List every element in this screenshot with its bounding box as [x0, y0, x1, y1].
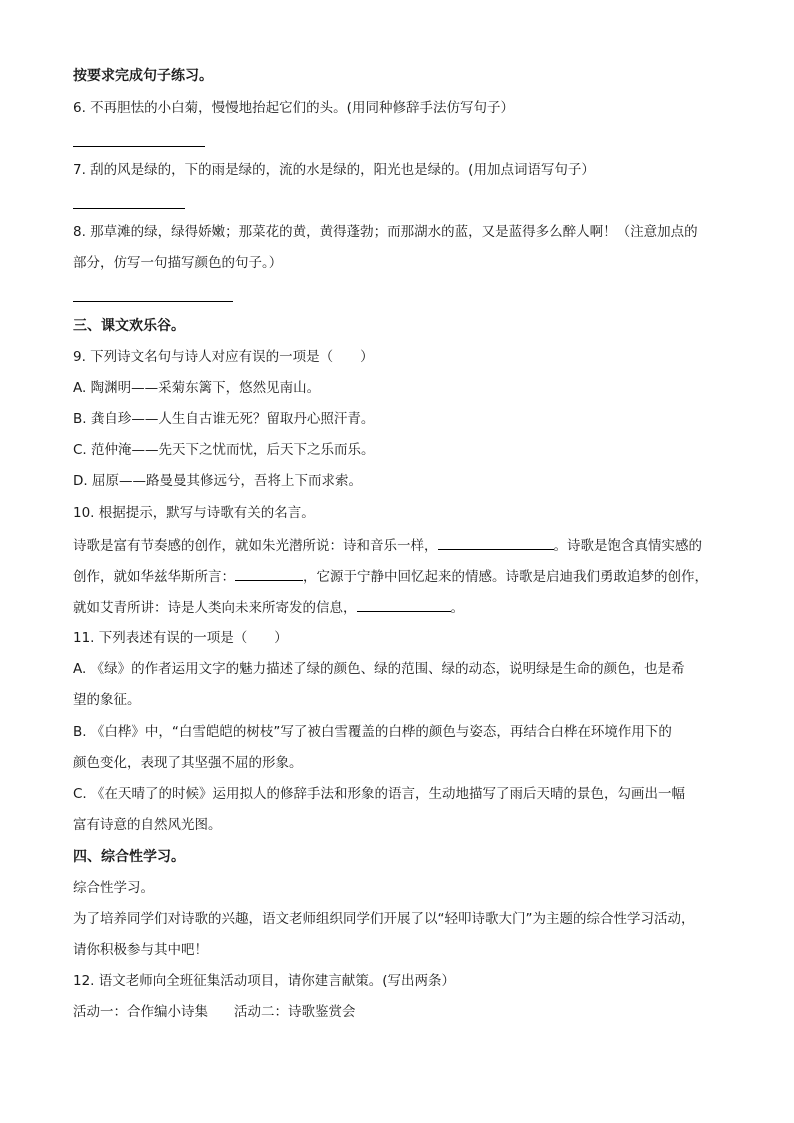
- question-11-stem: 11. 下列表述有误的一项是（ ）: [73, 630, 288, 646]
- fill-blank-2[interactable]: [235, 566, 303, 581]
- activity-two: 活动二：诗歌鉴赏会: [234, 1004, 356, 1020]
- question-9-option-a: A. 陶渊明——采菊东篱下，悠然见南山。: [73, 380, 321, 396]
- section-title-texts: 三、课文欢乐谷。: [73, 318, 185, 334]
- question-10-line-1: [73, 535, 702, 556]
- comprehensive-intro-1: 综合性学习。: [73, 880, 154, 896]
- fill-blank-1[interactable]: [438, 535, 554, 550]
- question-10-stem: 10. 根据提示，默写与诗歌有关的名言。: [73, 505, 315, 521]
- q10-text-1b: 。诗歌是饱含真情实感的: [553, 538, 702, 554]
- question-8-line-1: 8. 那草滩的绿，绿得娇嫩；那菜花的黄，黄得蓬勃；而那湖水的蓝，又是蓝得多么醉人啊！（注意加点的: [73, 224, 698, 240]
- question-9-option-c: C. 范仲淹——先天下之忧而忧，后天下之乐而乐。: [73, 442, 375, 458]
- question-6: 6. 不再胆怯的小白菊，慢慢地抬起它们的头。(用同种修辞手法仿写句子）: [73, 100, 514, 116]
- question-8-line-2: 部分，仿写一句描写颜色的句子。）: [73, 255, 283, 271]
- comprehensive-intro-3: 请你积极参与其中吧！: [73, 942, 208, 958]
- fill-blank-3[interactable]: [357, 597, 451, 612]
- question-11-option-b-line-2: 颜色变化，表现了其坚强不屈的形象。: [73, 755, 303, 771]
- question-10-line-3: [73, 597, 464, 618]
- question-12-stem: 12. 语文老师向全班征集活动项目，请你建言献策。(写出两条）: [73, 973, 456, 989]
- question-9-option-d: D. 屈原——路曼曼其修远兮，吾将上下而求索。: [73, 473, 362, 489]
- question-11-option-b-line-1: B. 《白桦》中，“白雪皑皑的树枝”写了被白雪覆盖的白桦的颜色与姿态，再结合白桦在环境作用下的: [73, 724, 672, 740]
- activity-one: 活动一：合作编小诗集: [73, 1004, 208, 1020]
- q10-text-2b: ，它源于宁静中回忆起来的情感。诗歌是启迪我们勇敢追梦的创作，: [303, 569, 708, 585]
- question-12-activities: [73, 1002, 356, 1022]
- question-11-option-a-line-1: A. 《绿》的作者运用文字的魅力描述了绿的颜色、绿的范围、绿的动态，说明绿是生命的颜色，也是希: [73, 661, 685, 677]
- answer-line-7[interactable]: [73, 208, 185, 209]
- answer-line-6[interactable]: [73, 146, 205, 147]
- comprehensive-intro-2: 为了培养同学们对诗歌的兴趣，语文老师组织同学们开展了以“轻叩诗歌大门”为主题的综合性学习活动，: [73, 911, 695, 927]
- question-11-option-a-line-2: 望的象征。: [73, 692, 141, 708]
- question-7: 7. 刮的风是绿的，下的雨是绿的，流的水是绿的，阳光也是绿的。(用加点词语写句子）: [73, 162, 595, 178]
- section-title-sentence-practice: 按要求完成句子练习。: [73, 68, 213, 84]
- q10-text-3b: 。: [450, 600, 464, 616]
- question-10-line-2: [73, 566, 708, 587]
- section-title-comprehensive: 四、综合性学习。: [73, 849, 185, 865]
- q10-text-3a: 就如艾青所讲：诗是人类向未来所寄发的信息，: [73, 600, 357, 616]
- question-9-option-b: B. 龚自珍——人生自古谁无死？留取丹心照汗青。: [73, 411, 375, 427]
- q10-text-1a: 诗歌是富有节奏感的创作，就如朱光潜所说：诗和音乐一样，: [73, 538, 438, 554]
- question-9-stem: 9. 下列诗文名句与诗人对应有误的一项是（ ）: [73, 349, 374, 365]
- answer-line-8[interactable]: [73, 301, 233, 302]
- q10-text-2a: 创作，就如华兹华斯所言：: [73, 569, 235, 585]
- question-11-option-c-line-2: 富有诗意的自然风光图。: [73, 817, 222, 833]
- question-11-option-c-line-1: C. 《在天晴了的时候》运用拟人的修辞手法和形象的语言，生动地描写了雨后天晴的景色，勾画出一幅: [73, 786, 686, 802]
